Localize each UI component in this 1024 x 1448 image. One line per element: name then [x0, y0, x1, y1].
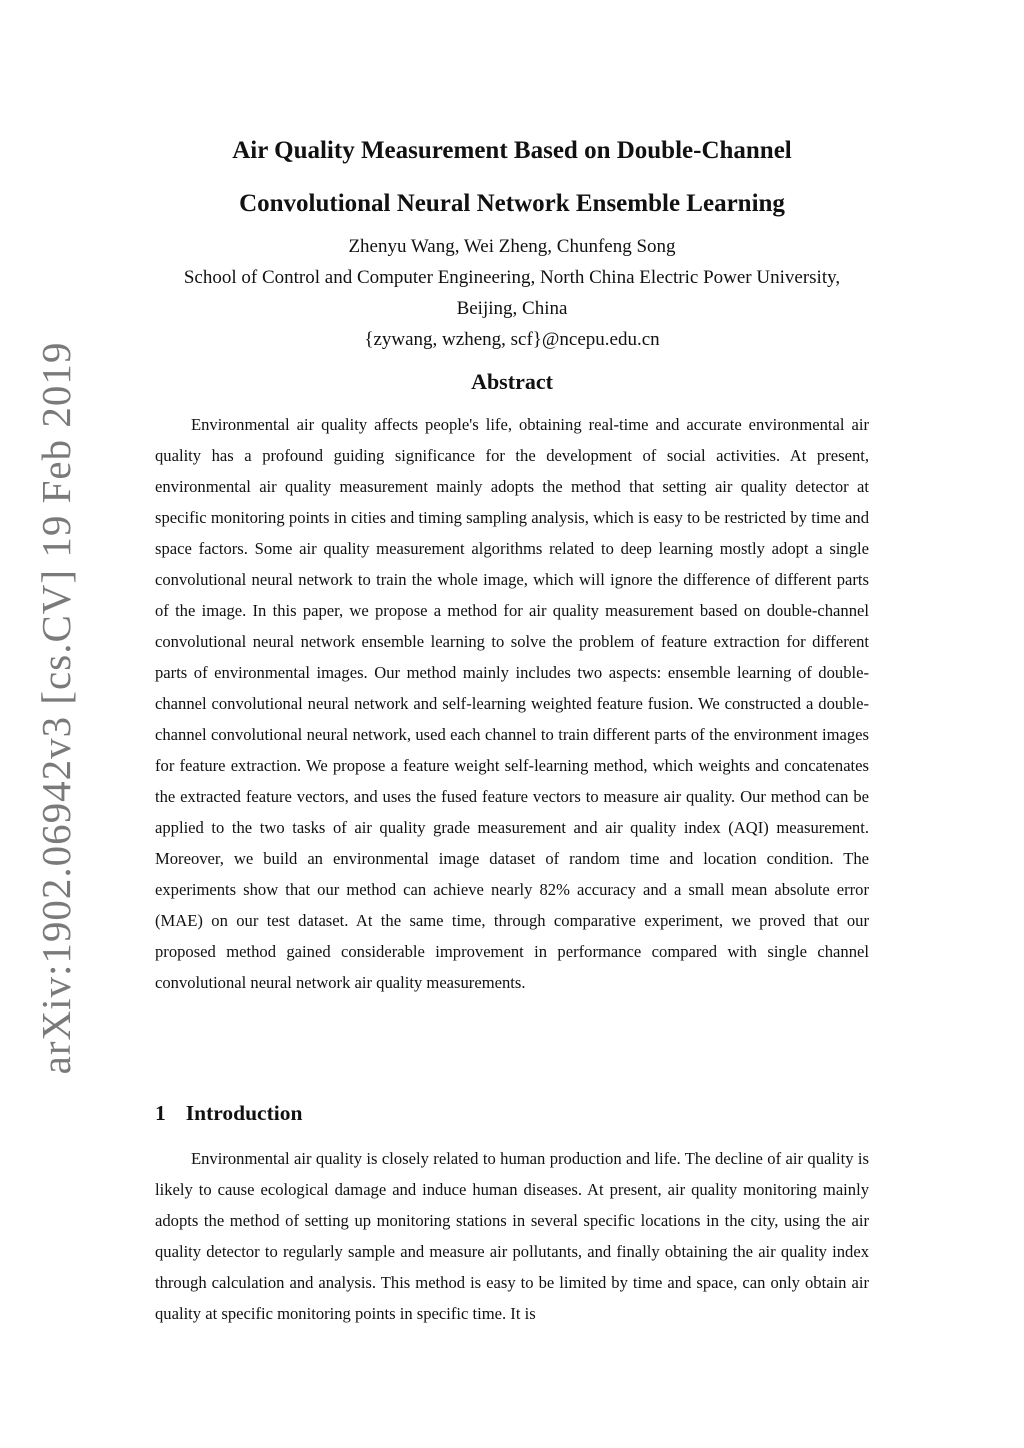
abstract-heading: Abstract [471, 369, 553, 394]
section-heading-introduction [155, 1101, 302, 1126]
paper-title-line-1: Air Quality Measurement Based on Double-Channel [232, 137, 792, 164]
arxiv-identifier-text: arXiv:1902.06942v3 [cs.CV] 19 Feb 2019 [33, 341, 79, 1075]
paper-title-line-2: Convolutional Neural Network Ensemble Learning [239, 190, 785, 217]
authors: Zhenyu Wang, Wei Zheng, Chunfeng Song [348, 236, 676, 257]
introduction-body: Environmental air quality is closely related to human production and life. The decline of air quality is likely to cause ecological damage and induce human diseases. At present, air quality monitoring mainly adopts the method of setting up monitoring stations in several specific locations in the city, using the air quality detector to regularly sample and measure air pollutants, and finally obtaining the air quality index through calculation and analysis. This method is easy to be limited by time and space, can only obtain air quality at specific monitoring points in specific time. It is [155, 1149, 869, 1323]
author-emails: {zywang, wzheng, scf}@ncepu.edu.cn [364, 329, 660, 350]
affiliation-line-2: Beijing, China [456, 298, 568, 319]
affiliation-line-1: School of Control and Computer Engineering, North China Electric Power University, [183, 267, 841, 288]
abstract-body: Environmental air quality affects people's life, obtaining real-time and accurate environmental air quality has a profound guiding significance for the development of social activities. At present, environmental air quality measurement mainly adopts the method that setting air quality detector at specific monitoring points in cities and timing sampling analysis, which is easy to be restricted by time and space factors. Some air quality measurement algorithms related to deep learning mostly adopt a single convolutional neural network to train the whole image, which will ignore the difference of different parts of the image. In this paper, we propose a method for air quality measurement based on double-channel convolutional neural network ensemble learning to solve the problem of feature extraction for different parts of environmental images. Our method mainly includes two aspects: ensemble learning of double-channel convolutional neural network and self-learning weighted feature fusion. We constructed a double-channel convolutional neural network, used each channel to train different parts of the environment images for feature extraction. We propose a feature weight self-learning method, which weights and concatenates the extracted feature vectors, and uses the fused feature vectors to measure air quality. Our method can be applied to the two tasks of air quality grade measurement and air quality index (AQI) measurement. Moreover, we build an environmental image dataset of random time and location condition. The experiments show that our method can achieve nearly 82% accuracy and a small mean absolute error (MAE) on our test dataset. At the same time, through comparative experiment, we proved that our proposed method gained considerable improvement in performance compared with single channel convolutional neural network air quality measurements. [155, 415, 869, 992]
section-number: 1 [155, 1101, 166, 1125]
section-title: Introduction [185, 1101, 303, 1125]
